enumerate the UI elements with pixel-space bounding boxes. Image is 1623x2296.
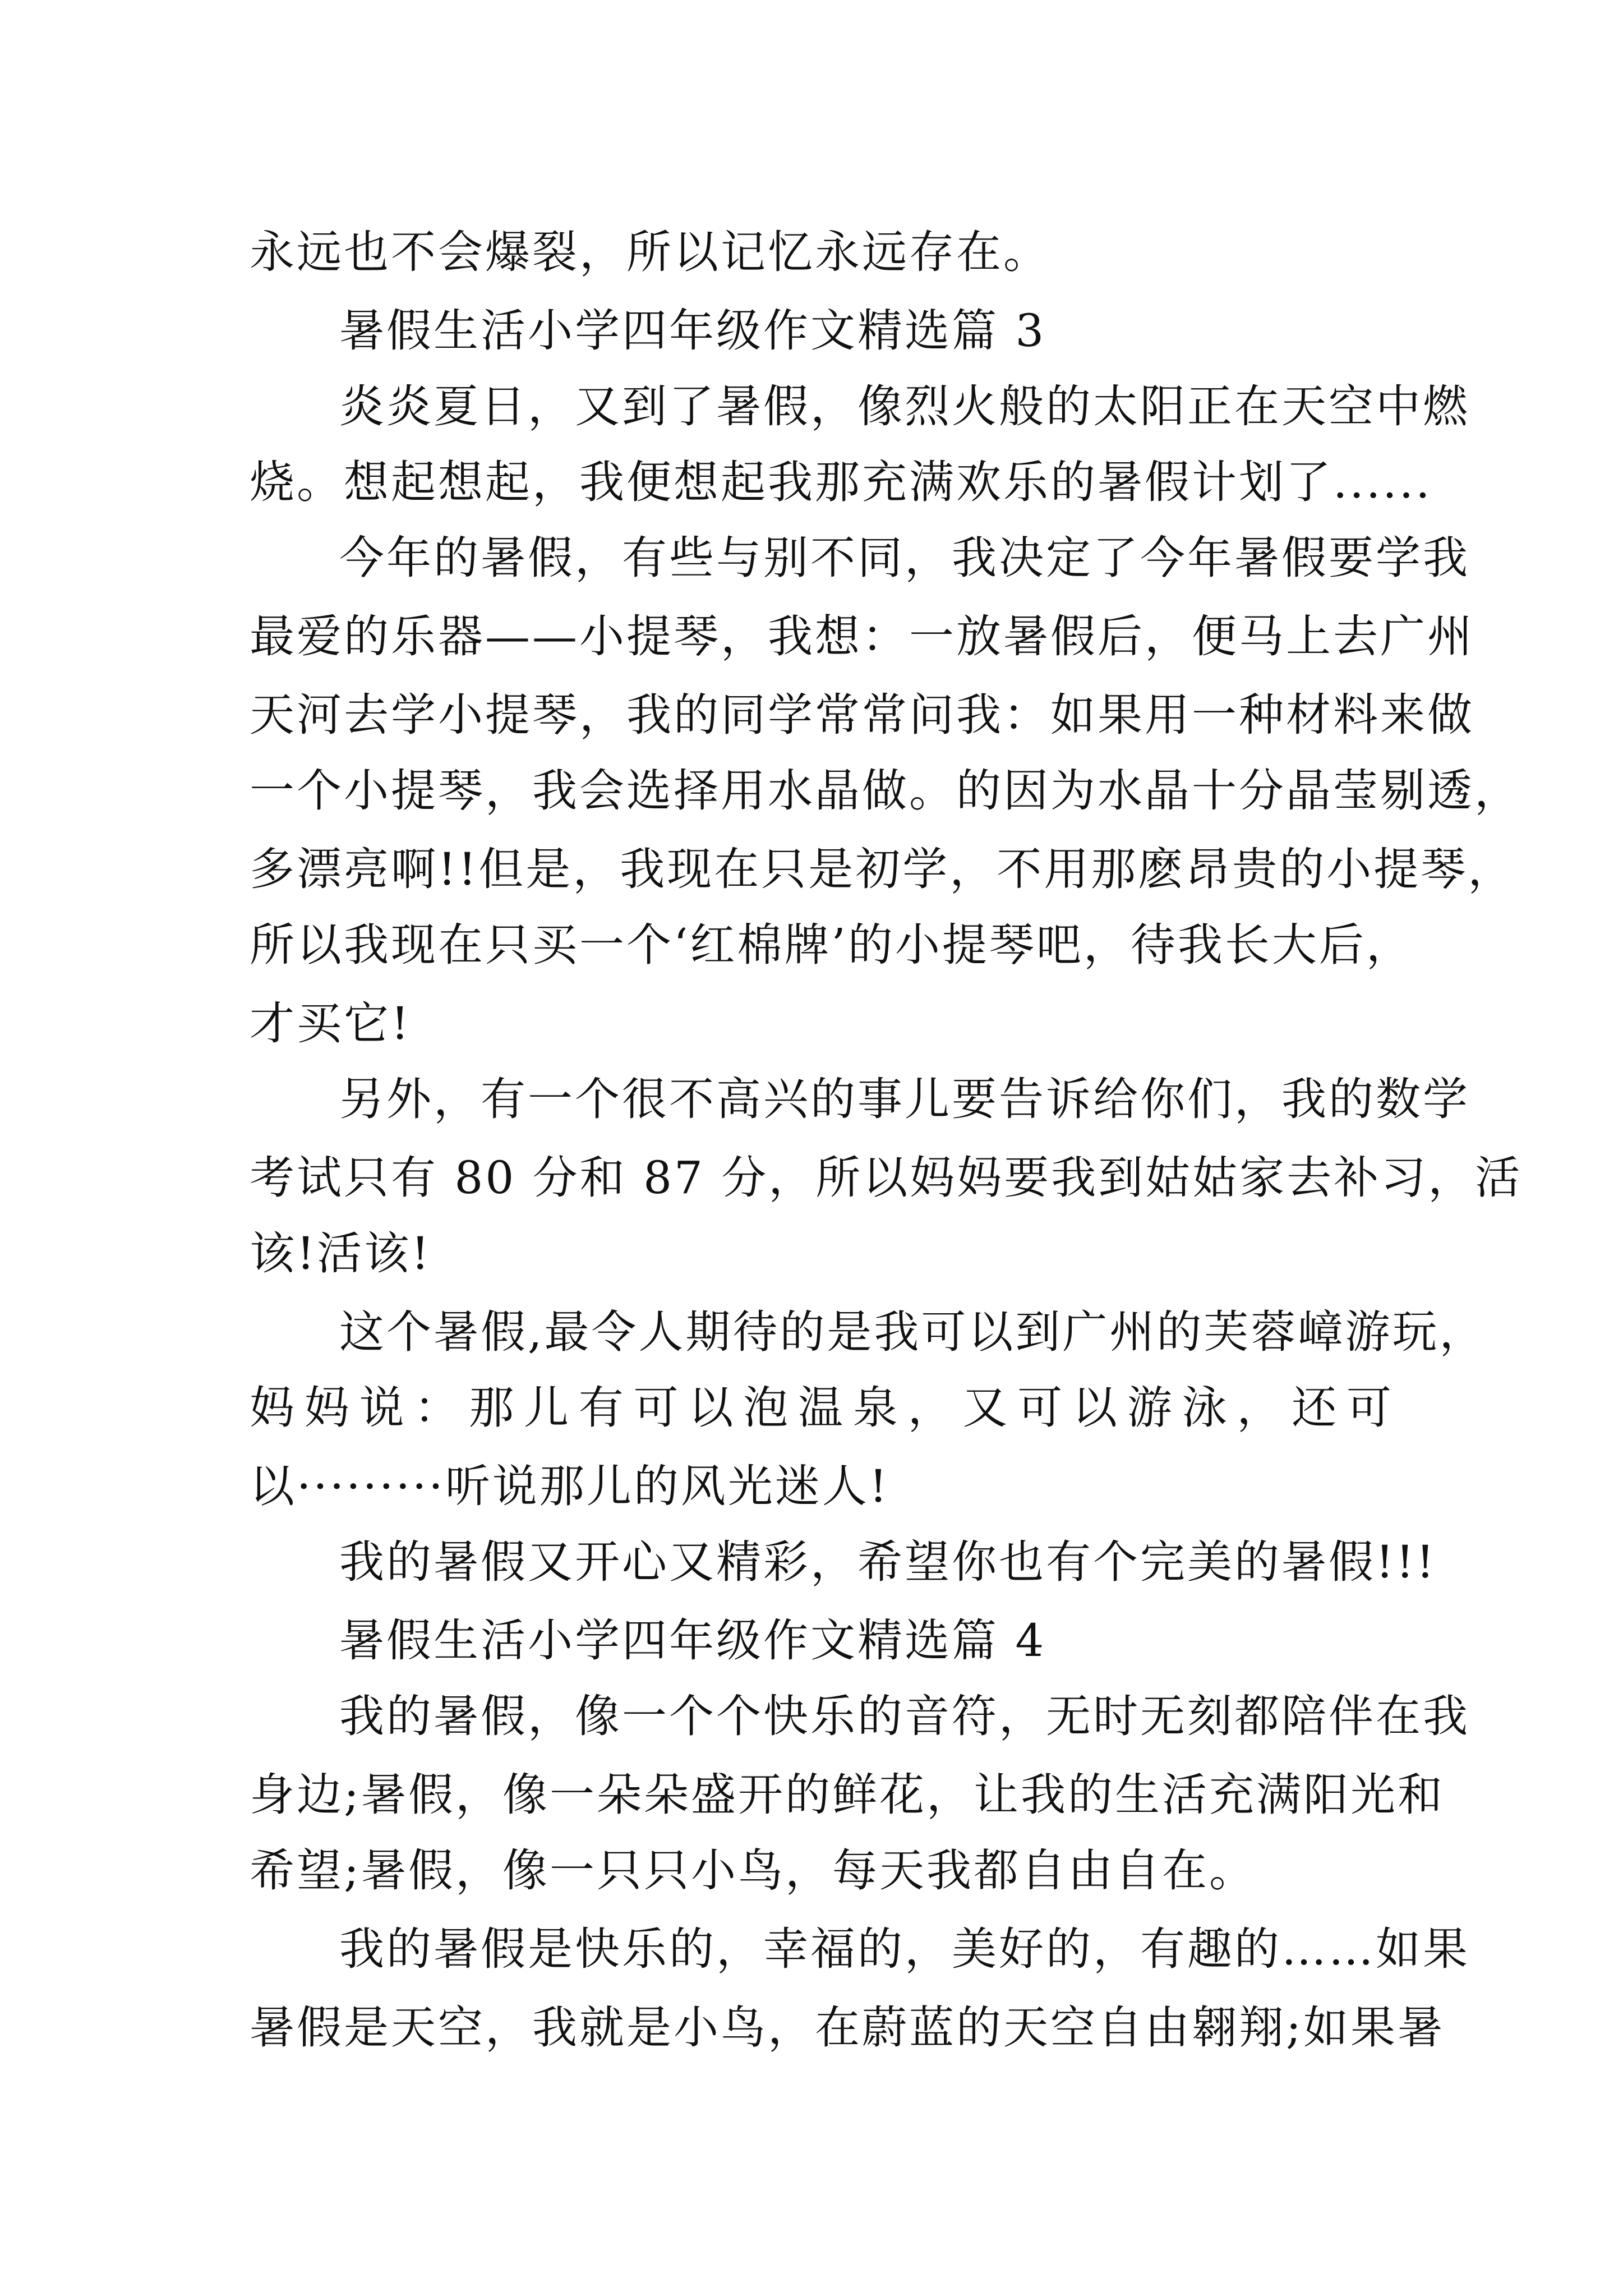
text-line: 我的暑假，像一个个快乐的音符，无时无刻都陪伴在我 [339,1690,1470,1742]
text-line: 多漂亮啊!!但是，我现在只是初学，不用那麽昂贵的小提琴， [250,843,1515,895]
text-line: 该!活该! [250,1227,432,1280]
text-line: 烧。想起想起，我便想起我那充满欢乐的暑假计划了...... [250,456,1432,508]
text-line: 暑假是天空，我就是小鸟，在蔚蓝的天空自由翱翔;如果暑 [250,2001,1445,2054]
text-line: 考试只有 80 分和 87 分，所以妈妈要我到姑姑家去补习，活 [250,1152,1523,1204]
text-line: 这个暑假,最令人期待的是我可以到广州的芙蓉嶂游玩， [339,1306,1487,1358]
text-line: 永远也不会爆裂，所以记忆永远存在。 [250,226,1050,278]
text-line: 我的暑假是快乐的，幸福的，美好的，有趣的……如果 [339,1923,1470,1975]
text-line: 才买它! [250,997,412,1050]
text-line: 我的暑假又开心又精彩，希望你也有个完美的暑假!!! [339,1536,1437,1588]
text-line: 妈妈说：那儿有可以泡温泉，又可以游泳，还可 [250,1382,1394,1434]
text-line: 一个小提琴，我会选择用水晶做。的因为水晶十分晶莹剔透， [250,765,1521,817]
text-line: 身边;暑假，像一朵朵盛开的鲜花，让我的生活充满阳光和 [250,1769,1445,1821]
section-heading: 暑假生活小学四年级作文精选篇 4 [339,1614,1046,1667]
section-heading: 暑假生活小学四年级作文精选篇 3 [339,305,1046,357]
text-line: 另外，有一个很不高兴的事儿要告诉给你们，我的数学 [339,1073,1470,1125]
text-line: 今年的暑假，有些与别不同，我决定了今年暑假要学我 [339,532,1470,584]
text-line: 最爱的乐器——小提琴，我想：一放暑假后，便马上去广州 [250,610,1474,662]
text-line: 所以我现在只买一个‘红棉牌’的小提琴吧，待我长大后， [250,919,1413,971]
text-line: 天河去学小提琴，我的同学常常问我：如果用一种材料来做 [250,689,1474,741]
text-line: 炎炎夏日，又到了暑假，像烈火般的太阳正在天空中燃 [339,380,1470,432]
text-line: 希望;暑假，像一只只小鸟，每天我都自由自在。 [250,1844,1256,1897]
text-line: 以·········听说那儿的风光迷人! [250,1460,890,1512]
